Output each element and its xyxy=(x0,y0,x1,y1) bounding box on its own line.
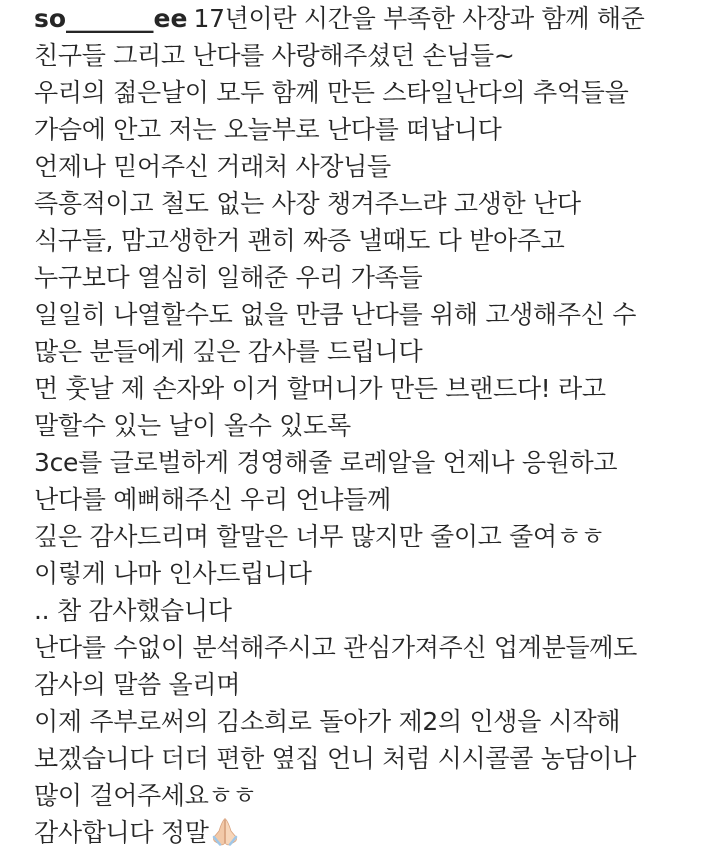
post-caption xyxy=(34,0,714,851)
caption-line: 가슴에 안고 저는 오늘부로 난다를 떠납니다 xyxy=(34,115,502,144)
caption-line: 먼 훗날 제 손자와 이거 할머니가 만든 브랜드다! 라고 xyxy=(34,374,606,403)
caption-line: 친구들 그리고 난다를 사랑해주셨던 손님들~ xyxy=(34,41,515,70)
caption-line xyxy=(34,814,714,851)
caption-line: 이렇게 나마 인사드립니다 xyxy=(34,559,312,588)
caption-line: 일일히 나열할수도 없을 만큼 난다를 위해 고생해주신 수 xyxy=(34,300,637,329)
caption-line: 많은 분들에게 깊은 감사를 드립니다 xyxy=(34,337,423,366)
folded-hands-icon xyxy=(211,816,239,846)
caption-line: 3ce를 글로벌하게 경영해줄 로레알을 언제나 응원하고 xyxy=(34,448,618,477)
caption-line: 난다를 예뻐해주신 우리 언냐들께 xyxy=(34,485,391,514)
username[interactable]: so_______ee xyxy=(34,4,188,33)
caption-line: 말할수 있는 날이 올수 있도록 xyxy=(34,411,351,440)
caption-line: 난다를 수없이 분석해주시고 관심가져주신 업계분들께도 xyxy=(34,633,637,662)
caption-text: 17년이란 시간을 부족한 사장과 함께 해준 xyxy=(193,4,645,33)
caption-line: 우리의 젊은날이 모두 함께 만든 스타일난다의 추억들을 xyxy=(34,78,629,107)
caption-text: 감사합니다 정말 xyxy=(34,818,209,847)
caption-line: 많이 걸어주세요ㅎㅎ xyxy=(34,781,257,810)
caption-line: 누구보다 열심히 일해준 우리 가족들 xyxy=(34,263,423,292)
caption-line: .. 참 감사했습니다 xyxy=(34,596,232,625)
caption-line xyxy=(34,0,714,37)
caption-line: 식구들, 맘고생한거 괜히 짜증 낼때도 다 받아주고 xyxy=(34,226,565,255)
caption-line: 깊은 감사드리며 할말은 너무 많지만 줄이고 줄여ㅎㅎ xyxy=(34,522,605,551)
caption-line: 언제나 믿어주신 거래처 사장님들 xyxy=(34,152,391,181)
caption-line: 이제 주부로써의 김소희로 돌아가 제2의 인생을 시작해 xyxy=(34,707,621,736)
caption-line: 즉흥적이고 철도 없는 사장 챙겨주느랴 고생한 난다 xyxy=(34,189,581,218)
caption-line: 감사의 말씀 올리며 xyxy=(34,670,241,699)
caption-line: 보겠습니다 더더 편한 옆집 언니 처럼 시시콜콜 농담이나 xyxy=(34,744,637,773)
